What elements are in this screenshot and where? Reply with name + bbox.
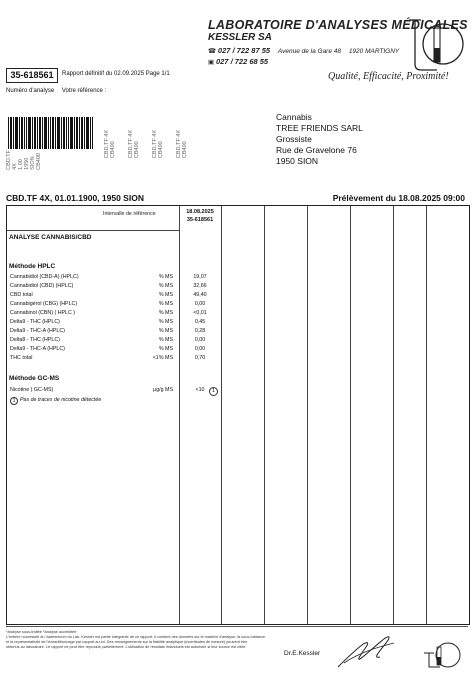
note-marker: 1 xyxy=(209,387,218,396)
column-divider xyxy=(393,206,394,624)
reference-label: Votre référence : xyxy=(61,88,107,94)
footnote-text: Pas de traces de nicotine détectée xyxy=(20,397,102,403)
lab-phone-line xyxy=(208,46,399,55)
recipient-line-2: TREE FRIENDS SARL xyxy=(276,123,363,133)
footer-line-4: obtenus au laboratoire. Le rapport ne peut être reproduit partiellement. L'utilisation de résultats individuels est autorisée si leur source est citée. xyxy=(6,645,247,649)
row-value: 32,66 xyxy=(193,283,207,289)
table-row xyxy=(7,328,221,337)
row-value: <0,01 xyxy=(193,310,207,316)
row-name: Delta9 - THC (HPLC) xyxy=(10,319,60,325)
header-divider xyxy=(7,230,179,231)
column-divider xyxy=(264,206,265,624)
lab-fax: 027 / 722 68 55 xyxy=(215,57,269,66)
table-row xyxy=(7,319,221,328)
table-row xyxy=(7,274,221,283)
date-header: 18.08.2025 xyxy=(186,209,214,215)
row-name: Delta8 - THC (HPLC) xyxy=(10,337,60,343)
sample-description: CBD.TF 4X, 01.01.1900, 1950 SION xyxy=(6,193,144,203)
footer-line-1: *Analyse sous-traitée *Analyse accréditée xyxy=(6,630,77,634)
lab-address: Avenue de la Gare 48 xyxy=(277,48,341,55)
doctor-name: Dr.E.Kessler xyxy=(284,650,321,657)
column-divider xyxy=(221,206,222,624)
footnote-row xyxy=(7,397,221,406)
footer-line-3: et la représentativité de l'échantillonnage par rapport au lot. Des renseignements sur la fiabilité analytique (incertitudes de mesure) peuvent être xyxy=(6,640,248,644)
table-row xyxy=(7,346,221,355)
section-title-main: ANALYSE CANNABIS/CBD xyxy=(9,234,92,241)
row-name: Cannabidiol (CBD) (HPLC) xyxy=(10,283,74,289)
table-row xyxy=(7,292,221,301)
row-name: Delta9 - THC-A (HPLC) xyxy=(10,328,65,334)
row-value: 0,70 xyxy=(194,355,206,361)
lab-title: LABORATOIRE D'ANALYSES MÉDICALES xyxy=(208,18,468,32)
row-unit: % MS xyxy=(158,292,173,298)
fax-icon: ▣ xyxy=(208,59,215,66)
row-unit: µg/g MS xyxy=(153,387,173,393)
row-value: 19,07 xyxy=(193,274,207,280)
row-name: Delta9 - THC-A (HPLC) xyxy=(10,346,65,352)
lab-logo-icon xyxy=(407,14,465,72)
column-divider xyxy=(426,206,427,624)
lab-name: KESSLER SA xyxy=(208,32,272,43)
table-row xyxy=(7,355,221,364)
section-title-gcms: Méthode GC-MS xyxy=(9,375,60,382)
footer-line-2: L'entière nouveauté du Vademecum du Lab. Kessler est partie intégrante de ce rapport. Il contient des données sur le matériel d'analyse, la sous-traitance xyxy=(6,635,266,639)
row-value: 0,28 xyxy=(194,328,206,334)
phone-icon: ☎ xyxy=(208,48,217,55)
analysis-number-label xyxy=(6,88,106,94)
row-name: THC total xyxy=(10,355,33,361)
sample-label-3: CBD.TF 4X CB400 xyxy=(128,130,140,159)
recipient-line-4: Rue de Gravelone 76 xyxy=(276,145,357,155)
lab-fax-line xyxy=(208,57,268,66)
row-value: 0,45 xyxy=(194,319,206,325)
column-divider xyxy=(350,206,351,624)
section-title-hplc: Méthode HPLC xyxy=(9,263,56,270)
row-unit: % MS xyxy=(158,301,173,307)
row-value: 0,00 xyxy=(194,301,206,307)
recipient-line-3: Grossiste xyxy=(276,134,312,144)
table-row xyxy=(7,301,221,310)
row-unit: % MS xyxy=(158,337,173,343)
table-row xyxy=(7,337,221,346)
table-row xyxy=(7,283,221,292)
recipient-line-1: Cannabis xyxy=(276,112,312,122)
column-divider xyxy=(307,206,308,624)
row-value: <10 xyxy=(195,387,205,393)
row-value: 0,00 xyxy=(194,346,206,352)
row-name: Nicotine ( GC-MS) xyxy=(10,387,54,393)
lab-phone: 027 / 722 87 55 xyxy=(217,46,271,55)
row-unit: <1% MS xyxy=(152,355,173,361)
row-value: 0,00 xyxy=(194,337,206,343)
analysis-number-text: Numéro d'analyse xyxy=(6,88,55,94)
footnote-number: 1 xyxy=(10,397,18,405)
footer-divider xyxy=(6,626,468,627)
reference-interval-header: Intervalle de référence xyxy=(103,211,156,217)
lab-city: 1920 MARTIGNY xyxy=(348,48,400,55)
sample-label-2: CBD.TF 4X CB400 xyxy=(104,130,116,159)
signature-icon xyxy=(336,633,396,671)
row-name: Cannabigérol (CBG) (HPLC) xyxy=(10,301,78,307)
barcode-icon xyxy=(7,117,93,149)
row-unit: % MS xyxy=(158,346,173,352)
row-unit: % MS xyxy=(158,283,173,289)
id-header: 35-618561 xyxy=(186,217,214,223)
row-name: CBD total xyxy=(10,292,33,298)
row-unit: % MS xyxy=(158,328,173,334)
recipient-line-5: 1950 SION xyxy=(276,156,319,166)
report-info: Rapport définitif du 02.09.2025 Page 1/1 xyxy=(62,71,170,77)
table-row xyxy=(7,387,221,396)
sample-collection-date: Prélèvement du 18.08.2025 09:00 xyxy=(332,193,465,203)
lab-logo-small-icon xyxy=(420,637,462,671)
row-unit: % MS xyxy=(158,319,173,325)
lab-slogan: Qualité, Efficacité, Proximité! xyxy=(328,71,449,82)
sample-label-5: CBD.TF 4X CB400 xyxy=(176,130,188,159)
column-divider xyxy=(179,206,180,624)
row-unit: % MS xyxy=(158,274,173,280)
row-value: 49,40 xyxy=(193,292,207,298)
results-table xyxy=(6,205,470,625)
sample-label-1: CBD.TF 4X 1.00 1950 SION CB400 xyxy=(6,150,42,170)
row-unit: % MS xyxy=(158,310,173,316)
row-name: Cannabinol (CBN) ( HPLC ) xyxy=(10,310,76,316)
row-name: Cannabidiol (CBD-A) (HPLC) xyxy=(10,274,79,280)
date-column-header xyxy=(179,208,221,224)
sample-label-4: CBD.TF 4X CB400 xyxy=(152,130,164,159)
table-row xyxy=(7,310,221,319)
report-id: 35-618561 xyxy=(6,68,58,83)
